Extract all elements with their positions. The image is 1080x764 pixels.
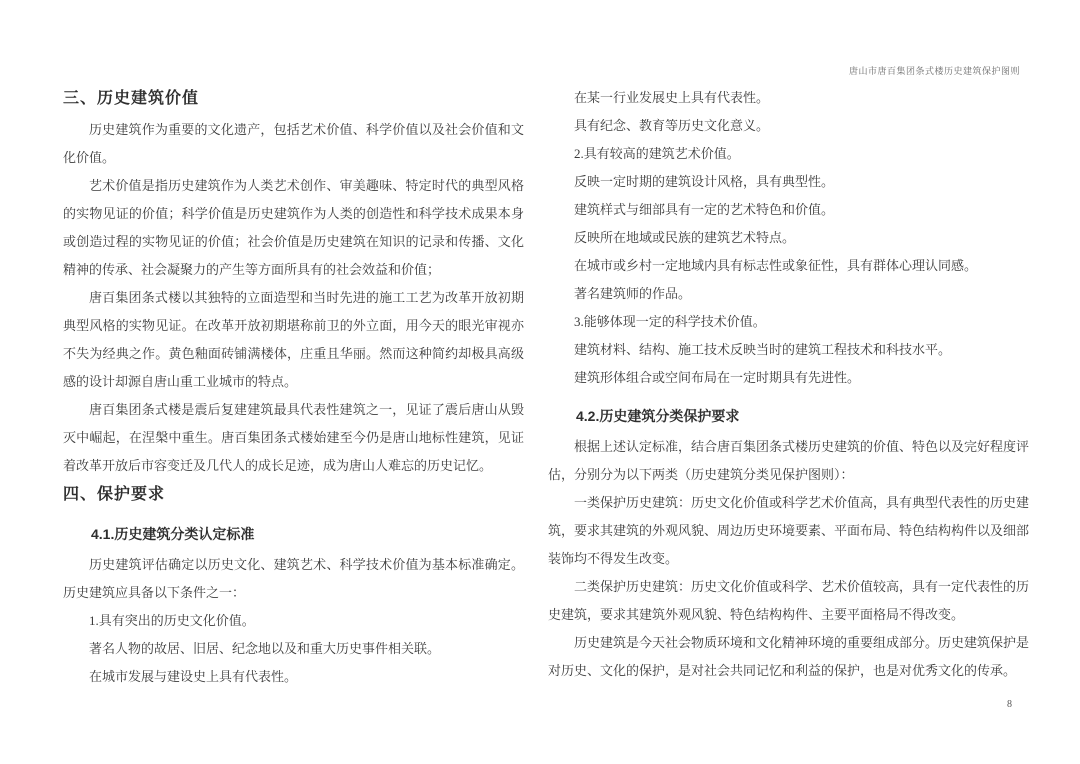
paragraph: 历史建筑是今天社会物质环境和文化精神环境的重要组成部分。历史建筑保护是对历史、文化的保护，是对社会共同记忆和利益的保护，也是对优秀文化的传承。 <box>548 635 1030 678</box>
paragraph: 历史建筑作为重要的文化遗产，包括艺术价值、科学价值以及社会价值和文化价值。 <box>63 122 524 165</box>
paragraph: 二类保护历史建筑：历史文化价值或科学、艺术价值较高，具有一定代表性的历史建筑，要求其建筑外观风貌、特色结构构件、主要平面格局不得改变。 <box>548 579 1030 622</box>
section-heading-3: 三、历史建筑价值 <box>63 90 200 107</box>
paragraph: 根据上述认定标准，结合唐百集团条式楼历史建筑的价值、特色以及完好程度评估，分别分为以下两类（历史建筑分类见保护图则）： <box>548 439 1030 482</box>
criteria-line: 著名人物的故居、旧居、纪念地以及和重大历史事件相关联。 <box>89 641 441 656</box>
criteria-line: 著名建筑师的作品。 <box>574 286 692 301</box>
criteria-item-3: 3.能够体现一定的科学技术价值。 <box>574 314 766 329</box>
criteria-line: 建筑样式与细部具有一定的艺术特色和价值。 <box>574 202 835 217</box>
paragraph: 历史建筑评估确定以历史文化、建筑艺术、科学技术价值为基本标准确定。历史建筑应具备以下条件之一： <box>63 557 524 600</box>
criteria-line: 反映一定时期的建筑设计风格，具有典型性。 <box>574 174 835 189</box>
right-column <box>548 84 1029 685</box>
criteria-item-2: 2.具有较高的建筑艺术价值。 <box>574 146 740 161</box>
paragraph: 一类保护历史建筑：历史文化价值或科学艺术价值高，具有典型代表性的历史建筑，要求其建筑的外观风貌、周边历史环境要素、平面布局、特色结构构件以及细部装饰均不得发生改变。 <box>548 495 1030 566</box>
criteria-line: 建筑材料、结构、施工技术反映当时的建筑工程技术和科技水平。 <box>574 342 952 357</box>
subsection-heading-4-2: 4.2.历史建筑分类保护要求 <box>576 408 740 424</box>
subsection-heading-4-1: 4.1.历史建筑分类认定标准 <box>91 526 255 542</box>
criteria-line: 建筑形体组合或空间布局在一定时期具有先进性。 <box>574 370 861 385</box>
paragraph: 唐百集团条式楼以其独特的立面造型和当时先进的施工工艺为改革开放初期典型风格的实物见证。在改革开放初期堪称前卫的外立面，用今天的眼光审视亦不失为经典之作。黄色釉面砖铺满楼体，庄重且华丽。然而这种简约却极具高级感的设计却源自唐山重工业城市的特点。 <box>63 290 524 389</box>
page-number: 8 <box>1007 699 1012 710</box>
criteria-line: 在城市或乡村一定地域内具有标志性或象征性，具有群体心理认同感。 <box>574 258 978 273</box>
criteria-line: 在城市发展与建设史上具有代表性。 <box>89 669 298 684</box>
criteria-line: 具有纪念、教育等历史文化意义。 <box>574 118 770 133</box>
left-column <box>63 84 524 691</box>
criteria-item-1: 1.具有突出的历史文化价值。 <box>89 613 255 628</box>
running-header: 唐山市唐百集团条式楼历史建筑保护图则 <box>848 66 1020 76</box>
paragraph: 唐百集团条式楼是震后复建建筑最具代表性建筑之一，见证了震后唐山从毁灭中崛起，在涅槃中重生。唐百集团条式楼始建至今仍是唐山地标性建筑，见证着改革开放后市容变迁及几代人的成长足迹，成为唐山人难忘的历史记忆。 <box>63 402 524 473</box>
section-heading-4: 四、保护要求 <box>63 486 166 503</box>
paragraph: 艺术价值是指历史建筑作为人类艺术创作、审美趣味、特定时代的典型风格的实物见证的价值；科学价值是历史建筑作为人类的创造性和科学技术成果本身或创造过程的实物见证的价值；社会价值是历史建筑在知识的记录和传播、文化精神的传承、社会凝聚力的产生等方面所具有的社会效益和价值； <box>63 178 524 277</box>
criteria-line: 在某一行业发展史上具有代表性。 <box>574 90 770 105</box>
criteria-line: 反映所在地域或民族的建筑艺术特点。 <box>574 230 796 245</box>
